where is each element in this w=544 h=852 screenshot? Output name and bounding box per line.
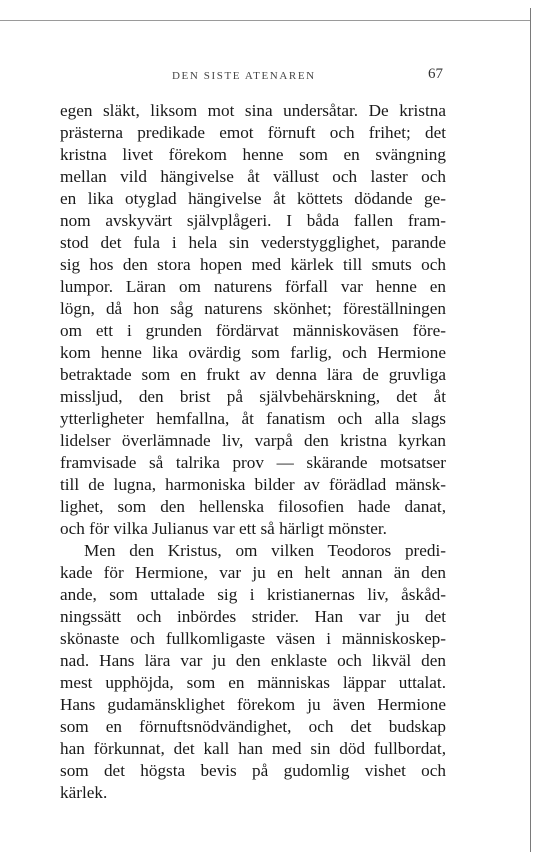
text-line: sig hos den stora hopen med kärlek till smuts och — [60, 255, 446, 274]
text-line: nom avskyvärt självplågeri. I båda fallen fram- — [60, 211, 446, 230]
text-line: ningssätt och inbördes strider. Han var ju det — [60, 607, 446, 626]
text-line: missljud, den brist på självbehärskning, det åt — [60, 387, 446, 406]
text-line: kade för Hermione, var ju en helt annan än den — [60, 563, 446, 582]
text-line: om ett i grunden fördärvat människoväsen före- — [60, 321, 446, 340]
text-line: en lika otyglad hängivelse åt köttets dödande ge- — [60, 189, 446, 208]
text-line: kom henne lika ovärdig som farlig, och Hermione — [60, 343, 446, 362]
paragraph-end-line: kärlek. — [60, 783, 108, 802]
text-line: som en förnuftsnödvändighet, och det budskap — [60, 717, 446, 736]
text-line: Hans gudamänsklighet förekom ju även Hermione — [60, 695, 446, 714]
text-line: prästerna predikade emot förnuft och frihet; det — [60, 123, 446, 142]
paragraph-start-line: Men den Kristus, om vilken Teodoros predi- — [84, 541, 446, 560]
text-line: ande, som uttalade sig i kristianernas liv, åskåd- — [60, 585, 446, 604]
text-line: lighet, som den hellenska filosofien hade danat, — [60, 497, 446, 516]
text-line: som det högsta bevis på gudomlig vishet och — [60, 761, 446, 780]
body-text — [60, 100, 446, 804]
running-title: DEN SISTE ATENAREN — [172, 70, 316, 82]
text-line: stod det fula i hela sin vederstygglighet, parande — [60, 233, 446, 252]
text-line: betraktade som en frukt av denna lära de gruvliga — [60, 365, 446, 384]
text-line: kristna livet förekom henne som en svängning — [60, 145, 446, 164]
text-line: lögn, då hon såg naturens skönhet; föreställningen — [60, 299, 446, 318]
text-line: mest upphöjda, som en människas läppar uttalat. — [60, 673, 446, 692]
text-line: mellan vild hängivelse åt vällust och laster och — [60, 167, 446, 186]
text-line: han förkunnat, det kall han med sin död fullbordat, — [60, 739, 446, 758]
text-line: framvisade så talrika prov — skärande motsatser — [60, 453, 446, 472]
right-border-line — [530, 8, 531, 852]
text-line: nad. Hans lära var ju den enklaste och likväl den — [60, 651, 446, 670]
paragraph-end-line: och för vilka Julianus var ett så härligt mönster. — [60, 519, 387, 538]
text-line: lidelser överlämnade liv, varpå den kristna kyrkan — [60, 431, 446, 450]
text-line: skönaste och fullkomligaste väsen i människoskep- — [60, 629, 446, 648]
top-border-line — [0, 20, 530, 21]
text-line: egen släkt, liksom mot sina undersåtar. De kristna — [60, 101, 446, 120]
text-line: ytterligheter hemfallna, åt fanatism och alla slags — [60, 409, 446, 428]
text-line: lumpor. Läran om naturens förfall var henne en — [60, 277, 446, 296]
text-line: till de lugna, harmoniska bilder av förädlad mänsk- — [60, 475, 446, 494]
page-number: 67 — [428, 66, 443, 82]
